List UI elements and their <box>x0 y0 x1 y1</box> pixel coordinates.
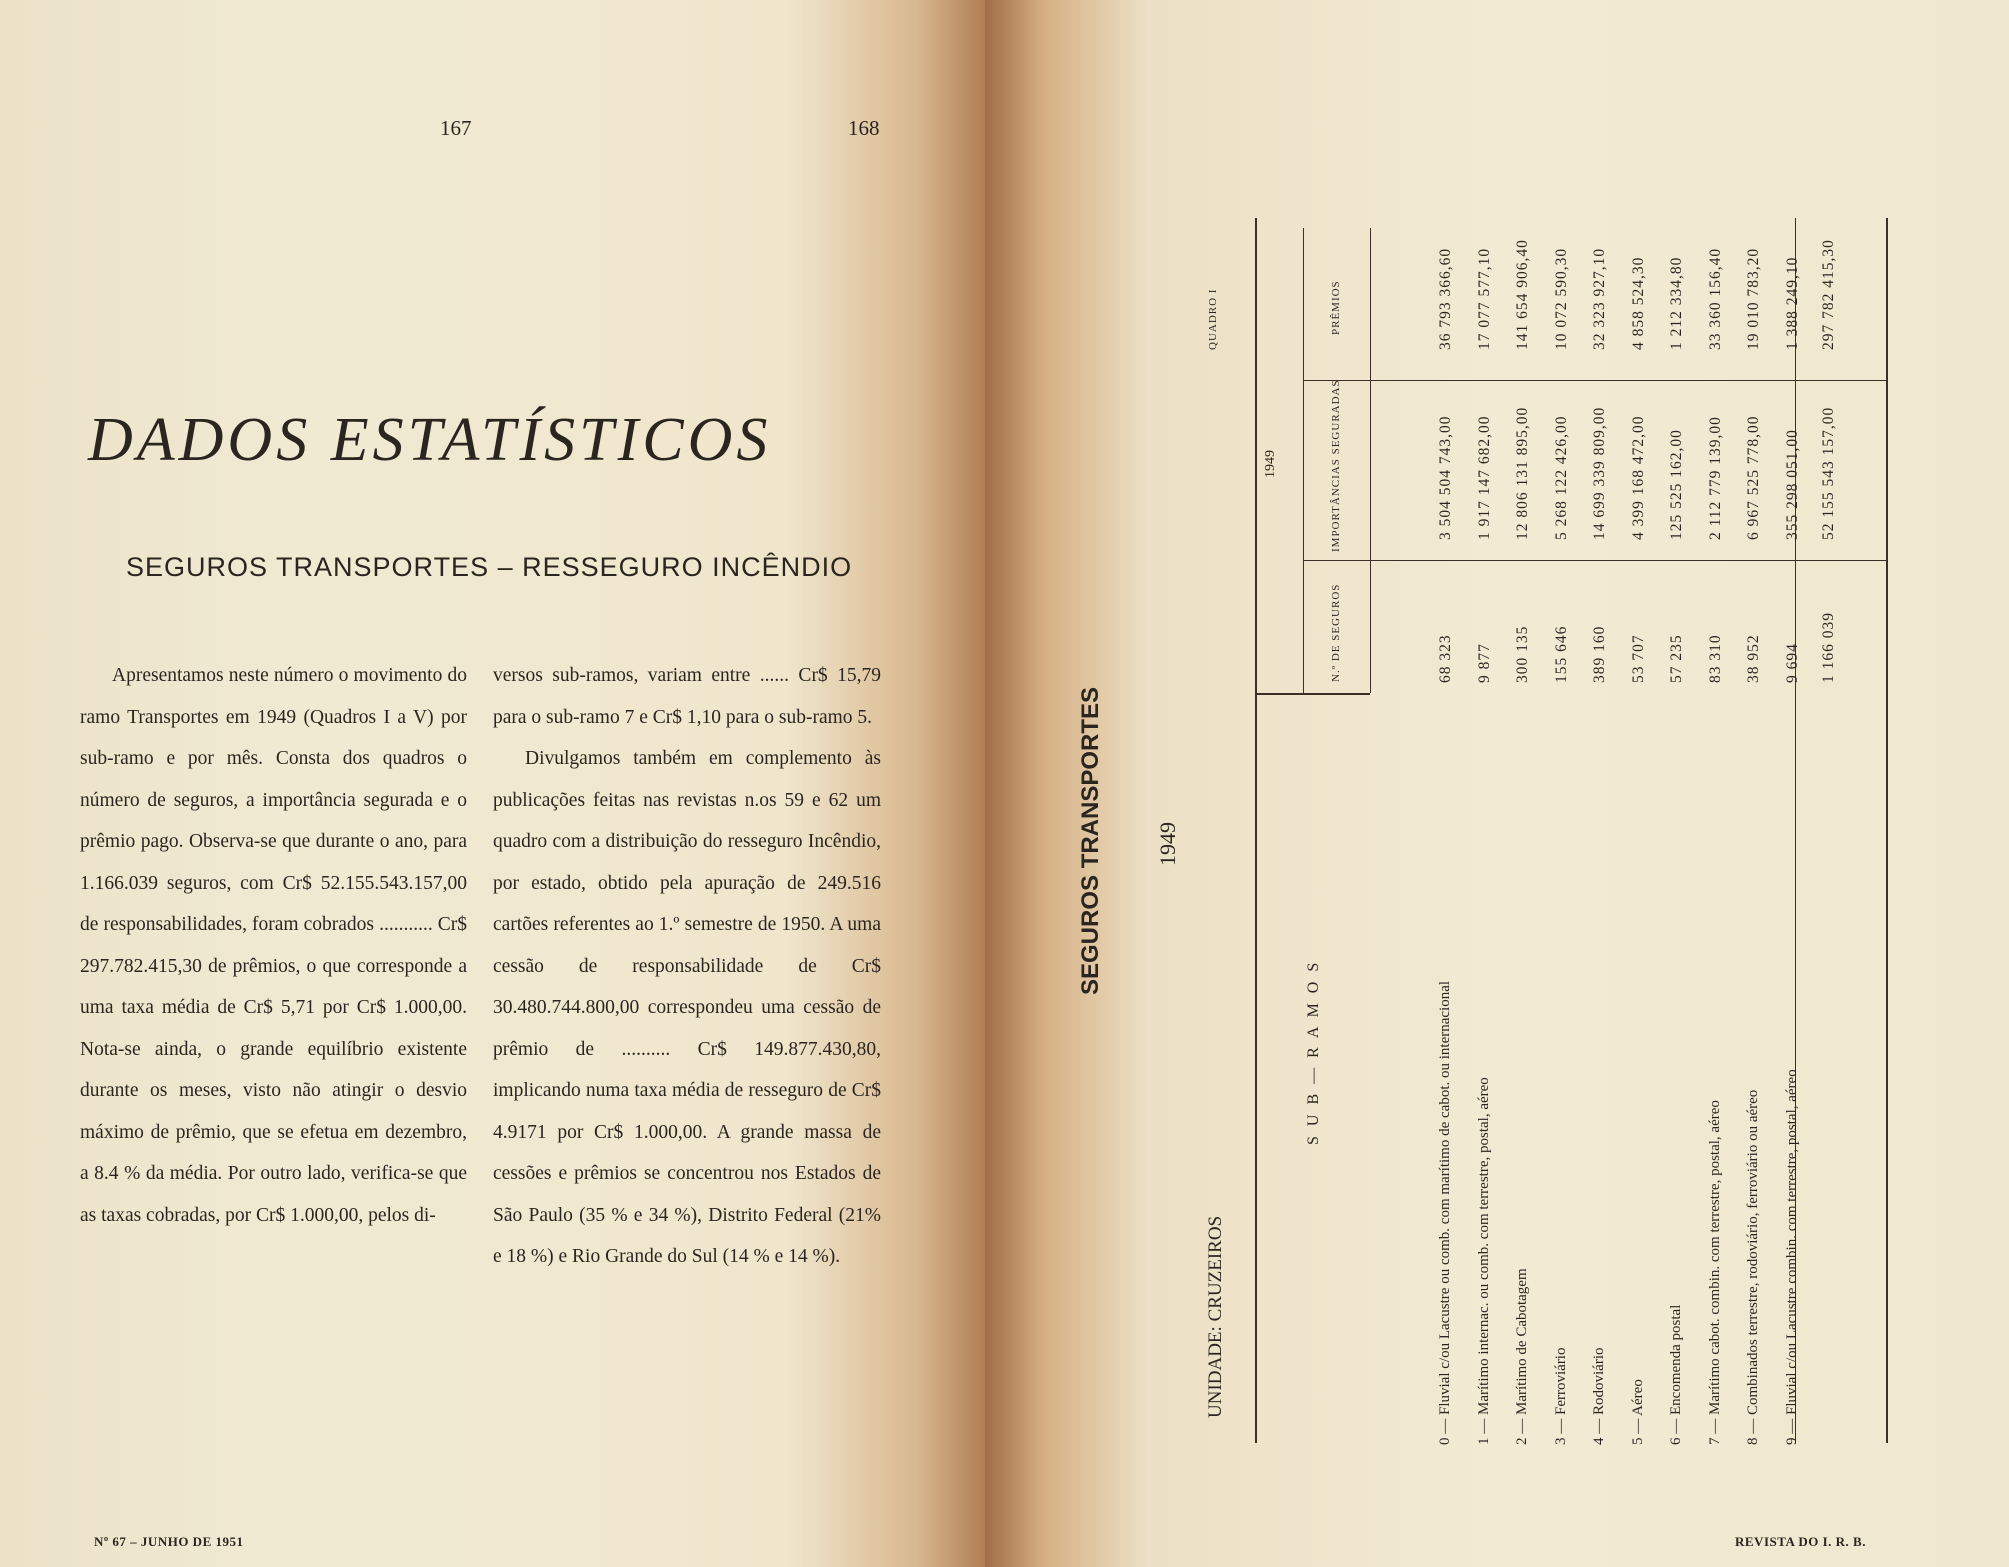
cell-importancia: 355 298 051,00 <box>1784 429 1801 540</box>
total-imp: 52 155 543 157,00 <box>1820 406 1837 540</box>
cell-importancia: 12 806 131 895,00 <box>1514 406 1531 540</box>
col-header-prem: PRÊMIOS <box>1330 280 1342 335</box>
cell-importancia: 5 268 122 426,00 <box>1553 415 1570 540</box>
row-label: 5 — Aéreo <box>1630 1379 1646 1445</box>
footer-journal: REVISTA DO I. R. B. <box>1735 1534 1866 1549</box>
table-heading: SEGUROS TRANSPORTES <box>1077 686 1104 995</box>
cell-n-seguros: 300 135 <box>1514 625 1531 683</box>
cell-n-seguros: 68 323 <box>1437 634 1454 683</box>
column-rule <box>1303 560 1886 561</box>
year-rule <box>1303 228 1304 693</box>
text-column-b <box>493 655 881 1278</box>
cell-importancia: 1 917 147 682,00 <box>1476 415 1493 540</box>
cell-importancia: 6 967 525 778,00 <box>1745 415 1762 540</box>
section-subtitle: SEGUROS TRANSPORTES – RESSEGURO INCÊNDIO <box>126 552 853 582</box>
right-page <box>985 0 2009 1567</box>
row-label: 0 — Fluvial c/ou Lacustre ou comb. com marítimo de cabot. ou internacional <box>1437 980 1453 1445</box>
cell-n-seguros: 38 952 <box>1745 634 1762 683</box>
cell-n-seguros: 389 160 <box>1591 625 1608 683</box>
page-title: DADOS ESTATÍSTICOS <box>88 406 772 474</box>
row-label: 7 — Marítimo cabot. combin. com terrestre, postal, aéreo <box>1707 1100 1723 1445</box>
cell-n-seguros: 9 877 <box>1476 643 1493 683</box>
row-label: 6 — Encomenda postal <box>1668 1304 1684 1445</box>
paragraph: Apresentamos neste número o movimento do ramo Transportes em 1949 (Quadros I a V) por sub-ramo e por mês. Consta dos quadros o número de seguros, a importância segurada e o prêmio pago. Observa-se que durante o ano, para 1.166.039 seguros, com Cr$ 52.155.543.157,00 de responsabilidades, foram cobrados ........... Cr$ 297.782.415,30 de prêmios, o que corresponde a uma taxa média de Cr$ 5,71 por Cr$ 1.000,00. Nota-se ainda, o grande equilíbrio existente durante os meses, visto não atingir o desvio máximo de prêmio, que se efetua em dezembro, a 8.4 % da média. Por outro lado, verifica-se que as taxas cobradas, por Cr$ 1.000,00, pelos di- <box>80 665 467 1226</box>
cell-importancia: 2 112 779 139,00 <box>1707 416 1724 540</box>
cell-premio: 32 323 927,10 <box>1591 247 1608 350</box>
cell-premio: 141 654 906,40 <box>1514 239 1531 350</box>
cell-premio: 19 010 783,20 <box>1745 247 1762 350</box>
total-prem: 297 782 415,30 <box>1820 239 1837 350</box>
cell-importancia: 125 525 162,00 <box>1668 429 1685 540</box>
quadro-label: QUADRO I <box>1207 288 1219 350</box>
column-rule <box>1303 380 1886 381</box>
col-header-n: N.º DE SEGUROS <box>1330 583 1342 682</box>
paragraph: versos sub-ramos, variam entre ...... Cr$ 15,79 para o sub-ramo 7 e Cr$ 1,10 para o sub-ramo 5. <box>493 665 881 728</box>
left-page <box>0 0 985 1567</box>
column-rule <box>1370 228 1371 693</box>
col-header-imp: IMPORTÂNCIAS SEGURADAS <box>1330 379 1342 552</box>
row-label: 9 — Fluvial c/ou Lacustre combin. com terrestre, postal, aéreo <box>1784 1069 1800 1445</box>
page-number-left: 167 <box>440 116 472 140</box>
row-label: 3 — Ferroviário <box>1553 1347 1569 1445</box>
row-label: 2 — Marítimo de Cabotagem <box>1514 1268 1530 1445</box>
cell-n-seguros: 9 694 <box>1784 643 1801 683</box>
row-label: 1 — Marítimo internac. ou comb. com terrestre, postal, aéreo <box>1476 1077 1492 1445</box>
col-header-year: 1949 <box>1263 450 1278 478</box>
row-label: 4 — Rodoviário <box>1591 1347 1607 1445</box>
cell-importancia: 3 504 504 743,00 <box>1437 415 1454 540</box>
paragraph: Divulgamos também em complemento às publicações feitas nas revistas n.os 59 e 62 um quadro com a distribuição do resseguro Incêndio, por estado, obtido pela apuração de 249.516 cartões referentes ao 1.º semestre de 1950. A uma cessão de responsabilidade de Cr$ 30.480.744.800,00 correspondeu uma cessão de prêmio de .......... Cr$ 149.877.430,80, implicando numa taxa média de resseguro de Cr$ 4.9171 por Cr$ 1.000,00. A grande massa de cessões e prêmios se concentrou nos Estados de São Paulo (35 % e 34 %), Distrito Federal (21% e 18 %) e Rio Grande do Sul (14 % e 14 %). <box>493 748 881 1267</box>
footer-issue: Nº 67 – JUNHO DE 1951 <box>94 1534 244 1549</box>
cell-importancia: 4 399 168 472,00 <box>1630 415 1647 540</box>
cell-premio: 4 858 524,30 <box>1630 256 1647 350</box>
cell-premio: 36 793 366,60 <box>1437 247 1454 350</box>
table-year: 1949 <box>1155 822 1180 866</box>
cell-n-seguros: 57 235 <box>1668 634 1685 683</box>
table-border-right <box>1886 218 1888 1443</box>
cell-importancia: 14 699 339 809,00 <box>1591 406 1608 540</box>
col-header-subramos: S U B — R A M O S <box>1305 959 1322 1145</box>
cell-n-seguros: 53 707 <box>1630 634 1647 683</box>
cell-premio: 17 077 577,10 <box>1476 247 1493 350</box>
cell-premio: 10 072 590,30 <box>1553 247 1570 350</box>
cell-premio: 33 360 156,40 <box>1707 247 1724 350</box>
row-label: 8 — Combinados terrestre, rodoviário, ferroviário ou aéreo <box>1745 1089 1761 1445</box>
cell-premio: 1 388 249,10 <box>1784 256 1801 350</box>
unit-label: UNIDADE: CRUZEIROS <box>1205 1215 1226 1418</box>
header-rule <box>1255 693 1370 695</box>
text-column-a <box>80 655 467 1236</box>
cell-n-seguros: 83 310 <box>1707 634 1724 683</box>
page-number-right: 168 <box>848 116 880 140</box>
cell-n-seguros: 155 646 <box>1553 625 1570 683</box>
table-border-left <box>1255 218 1257 1443</box>
cell-premio: 1 212 334,80 <box>1668 256 1685 350</box>
total-n: 1 166 039 <box>1820 612 1837 683</box>
